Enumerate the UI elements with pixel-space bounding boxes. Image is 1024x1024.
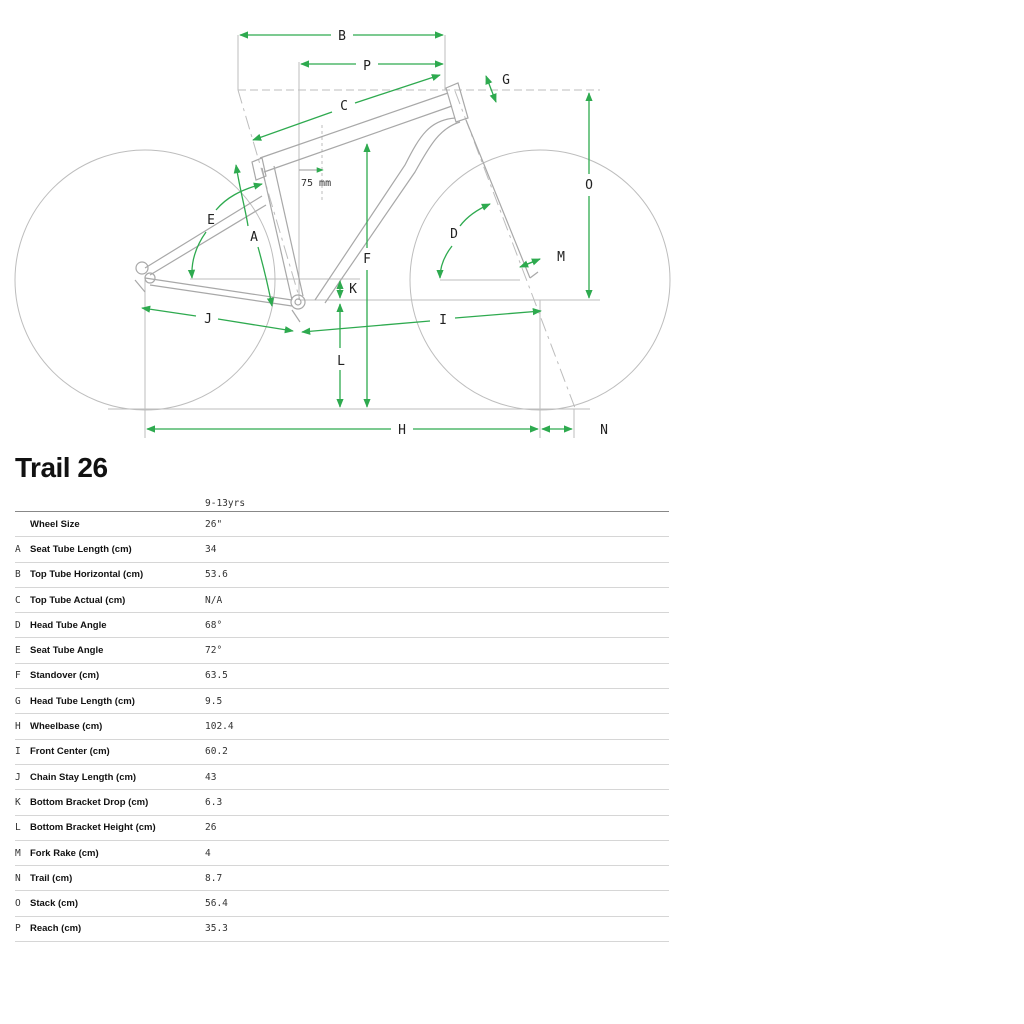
bike-geometry-diagram [0,0,1024,445]
label-j: J [204,312,212,327]
row-name: Reach (cm) [30,916,205,941]
table-row [15,714,669,739]
table-row [15,562,669,587]
table-row [15,587,669,612]
table-row [15,866,669,891]
offset-note: 75 mm [301,178,332,189]
row-value: 56.4 [205,891,669,916]
table-row [15,739,669,764]
row-value: 68° [205,613,669,638]
row-name: Wheel Size [30,512,205,537]
row-letter: N [15,866,30,891]
label-h: H [398,423,406,438]
dim-a-arrow [236,165,248,226]
row-value: 102.4 [205,714,669,739]
label-b: B [338,29,346,44]
row-value: 63.5 [205,663,669,688]
table-row [15,764,669,789]
label-n: N [600,423,608,438]
row-value: 26" [205,512,669,537]
table-row [15,689,669,714]
row-name: Seat Tube Angle [30,638,205,663]
table-row [15,840,669,865]
row-letter: L [15,815,30,840]
row-name: Seat Tube Length (cm) [30,537,205,562]
table-row [15,512,669,537]
row-value: 8.7 [205,866,669,891]
row-name: Fork Rake (cm) [30,840,205,865]
row-name: Top Tube Actual (cm) [30,587,205,612]
row-value: N/A [205,587,669,612]
row-value: 43 [205,764,669,789]
row-name: Wheelbase (cm) [30,714,205,739]
row-name: Front Center (cm) [30,739,205,764]
label-a: A [250,230,258,245]
dim-i-arrow [302,321,430,332]
dim-c-arrow [253,112,332,140]
page-title: Trail 26 [15,452,108,483]
row-letter: J [15,764,30,789]
label-m: M [557,250,565,265]
table-row [15,916,669,941]
row-value: 26 [205,815,669,840]
row-letter: A [15,537,30,562]
dim-g-arrow [486,76,496,102]
row-letter: H [15,714,30,739]
row-letter: O [15,891,30,916]
row-name: Bottom Bracket Height (cm) [30,815,205,840]
dim-j-arrow [142,308,196,316]
dim-e-arrow [216,184,262,210]
table-row [15,663,669,688]
label-o: O [585,178,593,193]
table-row [15,638,669,663]
reference-lines [108,35,600,438]
row-name: Stack (cm) [30,891,205,916]
row-name: Head Tube Length (cm) [30,689,205,714]
geometry-table [15,495,669,942]
label-e: E [207,213,215,228]
header-letter-cell [15,495,30,512]
row-letter: D [15,613,30,638]
row-name: Standover (cm) [30,663,205,688]
row-value: 4 [205,840,669,865]
table-row [15,537,669,562]
row-letter: I [15,739,30,764]
row-letter: G [15,689,30,714]
label-i: I [439,313,447,328]
table-row [15,891,669,916]
label-c: C [340,99,348,114]
row-name: Chain Stay Length (cm) [30,764,205,789]
label-g: G [502,73,510,88]
bike-frame [135,83,538,322]
dim-d-arrow [460,204,490,226]
geometry-table-body [15,512,669,942]
row-letter: K [15,790,30,815]
row-letter [15,512,30,537]
row-value: 9.5 [205,689,669,714]
row-value: 34 [205,537,669,562]
row-name: Head Tube Angle [30,613,205,638]
row-name: Top Tube Horizontal (cm) [30,562,205,587]
dimension-arrows [142,35,589,429]
table-row [15,613,669,638]
row-letter: C [15,587,30,612]
row-name: Trail (cm) [30,866,205,891]
row-letter: B [15,562,30,587]
row-value: 72° [205,638,669,663]
row-letter: F [15,663,30,688]
label-f: F [363,252,371,267]
table-row [15,790,669,815]
column-header-size: 9-13yrs [205,495,669,512]
label-p: P [363,59,371,74]
label-k: K [349,282,357,297]
table-row [15,815,669,840]
table-header-row [15,495,669,512]
label-d: D [450,227,458,242]
row-letter: P [15,916,30,941]
row-name: Bottom Bracket Drop (cm) [30,790,205,815]
row-letter: E [15,638,30,663]
row-letter: M [15,840,30,865]
row-value: 6.3 [205,790,669,815]
row-value: 60.2 [205,739,669,764]
header-name-cell [30,495,205,512]
row-value: 35.3 [205,916,669,941]
row-value: 53.6 [205,562,669,587]
label-l: L [337,354,345,369]
